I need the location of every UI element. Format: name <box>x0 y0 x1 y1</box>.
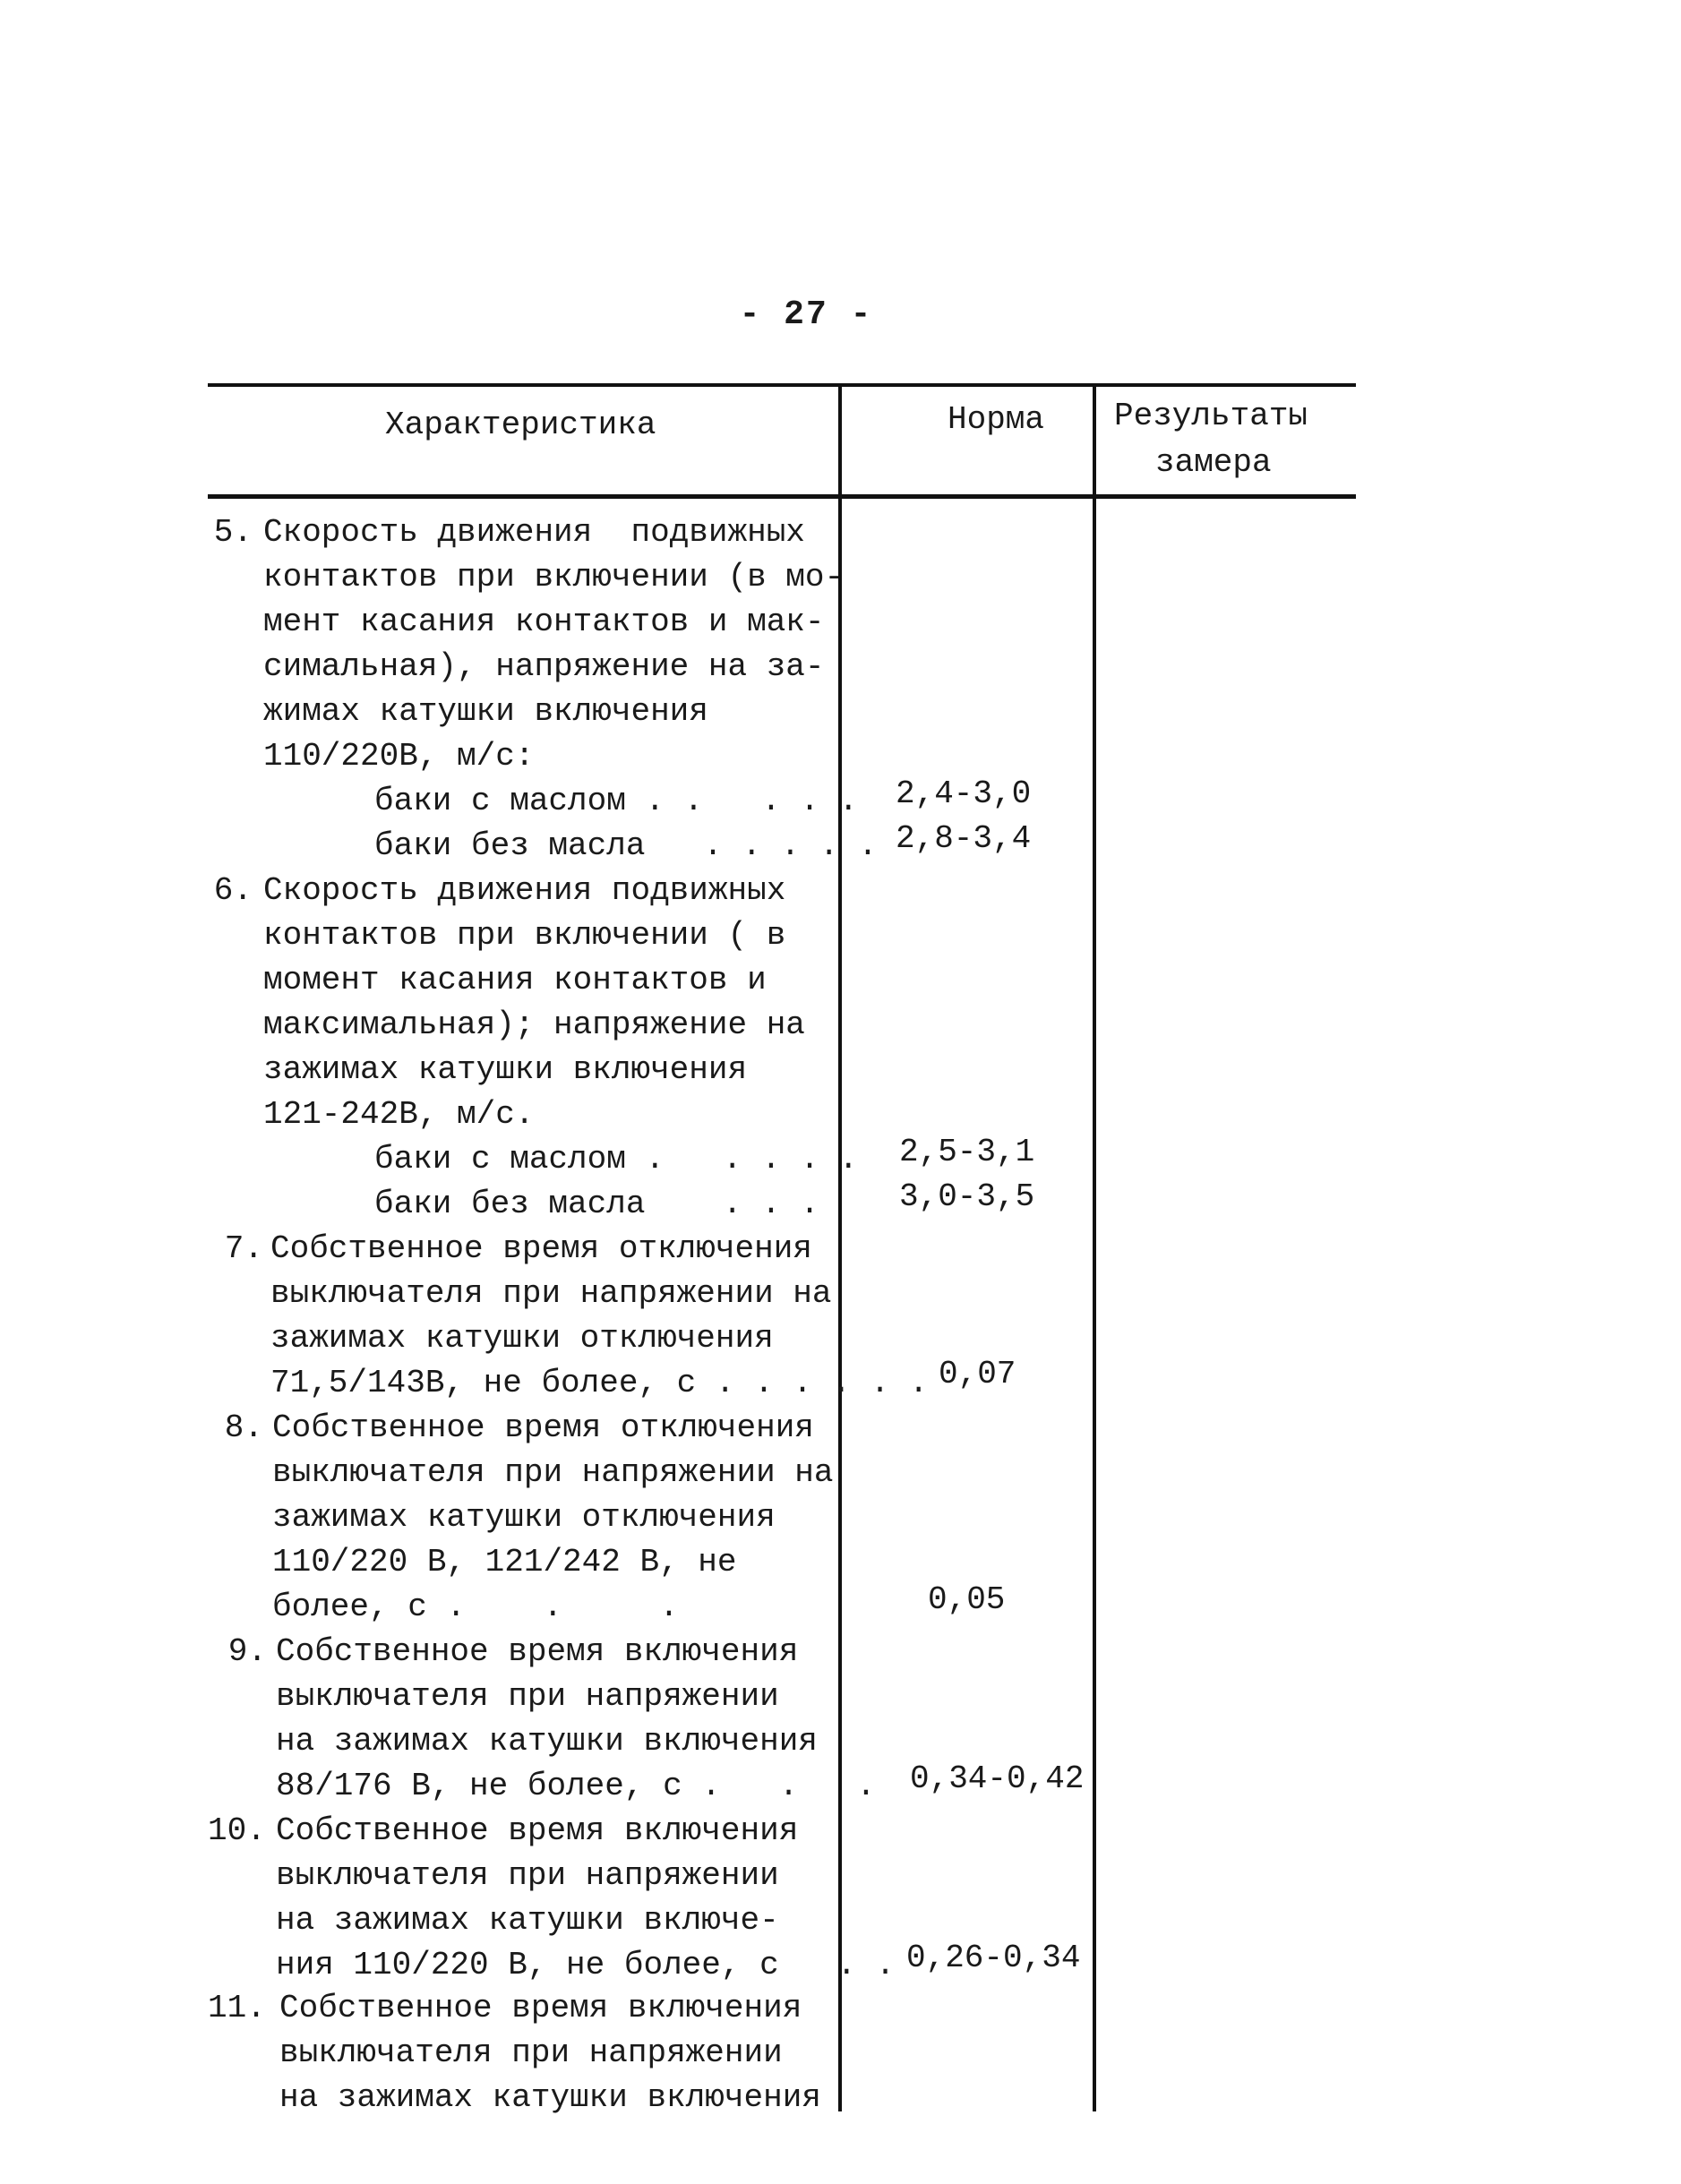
subitem-label: баки с маслом . . . . . <box>374 1141 859 1178</box>
subitem-label: баки без масла . . . . . <box>374 827 878 864</box>
item-number: 11. <box>208 1990 266 2026</box>
item-line: выключателя при напряжении <box>276 1857 779 1894</box>
item-number: 8. <box>224 1409 263 1446</box>
item-line: Собственное время отключения <box>270 1230 812 1267</box>
table-header-bottom-rule <box>208 494 1356 499</box>
item-norm: 0,07 <box>939 1356 1016 1392</box>
item-norm: 0,34-0,42 <box>910 1760 1085 1797</box>
item-line: зажимах катушки отключения <box>270 1320 774 1357</box>
subitem-label: баки без масла . . . <box>374 1186 819 1222</box>
subitem-norm: 2,8-3,4 <box>896 820 1032 857</box>
subitem-norm: 3,0-3,5 <box>899 1178 1035 1215</box>
item-line: Собственное время включения <box>276 1633 799 1670</box>
item-line: контактов при включении ( в <box>263 917 786 954</box>
item-line: Скорость движения подвижных <box>263 514 805 551</box>
subitem-norm: 2,5-3,1 <box>899 1134 1035 1170</box>
item-line: контактов при включении (в мо- <box>263 559 845 595</box>
header-characteristic: Характеристика <box>385 407 656 443</box>
item-number: 7. <box>224 1230 263 1267</box>
item-line: Собственное время включения <box>279 1990 802 2026</box>
item-line: выключателя при напряжении <box>276 1678 779 1715</box>
item-line: более, с . . . <box>272 1589 679 1625</box>
item-line: зажимах катушки включения <box>263 1051 748 1088</box>
item-line: выключателя при напряжении на <box>272 1454 834 1491</box>
item-line: выключателя при напряжении на <box>270 1275 832 1312</box>
item-line: на зажимах катушки включения <box>276 1723 818 1760</box>
header-norm: Норма <box>948 401 1045 438</box>
item-line: Собственное время отключения <box>272 1409 814 1446</box>
item-line: симальная), напряжение на за- <box>263 648 825 685</box>
item-line: момент касания контактов и <box>263 962 767 998</box>
item-line: 110/220 В, 121/242 В, не <box>272 1544 737 1580</box>
item-line: 110/220В, м/с: <box>263 738 535 775</box>
item-number: 9. <box>227 1633 267 1670</box>
item-line: выключателя при напряжении <box>279 2034 783 2071</box>
column-divider-2 <box>1093 383 1096 2111</box>
item-line: Скорость движения подвижных <box>263 872 786 909</box>
item-line: мент касания контактов и мак- <box>263 604 825 640</box>
item-norm: 0,26-0,34 <box>906 1940 1081 1976</box>
subitem-norm: 2,4-3,0 <box>896 775 1032 812</box>
item-line: на зажимах катушки включения <box>279 2079 821 2116</box>
item-number: 6. <box>213 872 253 909</box>
item-number: 10. <box>208 1812 266 1849</box>
item-line: 71,5/143В, не более, с . . . . . . <box>270 1365 929 1401</box>
column-divider-1 <box>838 383 842 2111</box>
item-line: максимальная); напряжение на <box>263 1006 805 1043</box>
subitem-label: баки с маслом . . . . . <box>374 783 859 819</box>
table-top-rule <box>208 383 1356 387</box>
item-line: Собственное время включения <box>276 1812 799 1849</box>
item-line: зажимах катушки отключения <box>272 1499 776 1536</box>
item-line: 88/176 В, не более, с . . . <box>276 1768 876 1804</box>
header-results-line1: Результаты <box>1114 398 1308 434</box>
item-norm: 0,05 <box>928 1581 1006 1618</box>
page-number: - 27 - <box>739 295 873 334</box>
header-results-line2: замера <box>1155 444 1272 481</box>
item-line: на зажимах катушки включе- <box>276 1902 779 1939</box>
item-line: ния 110/220 В, не более, с . . <box>276 1947 896 1983</box>
item-line: жимах катушки включения <box>263 693 708 730</box>
item-line: 121-242В, м/с. <box>263 1096 535 1133</box>
item-number: 5. <box>213 514 253 551</box>
